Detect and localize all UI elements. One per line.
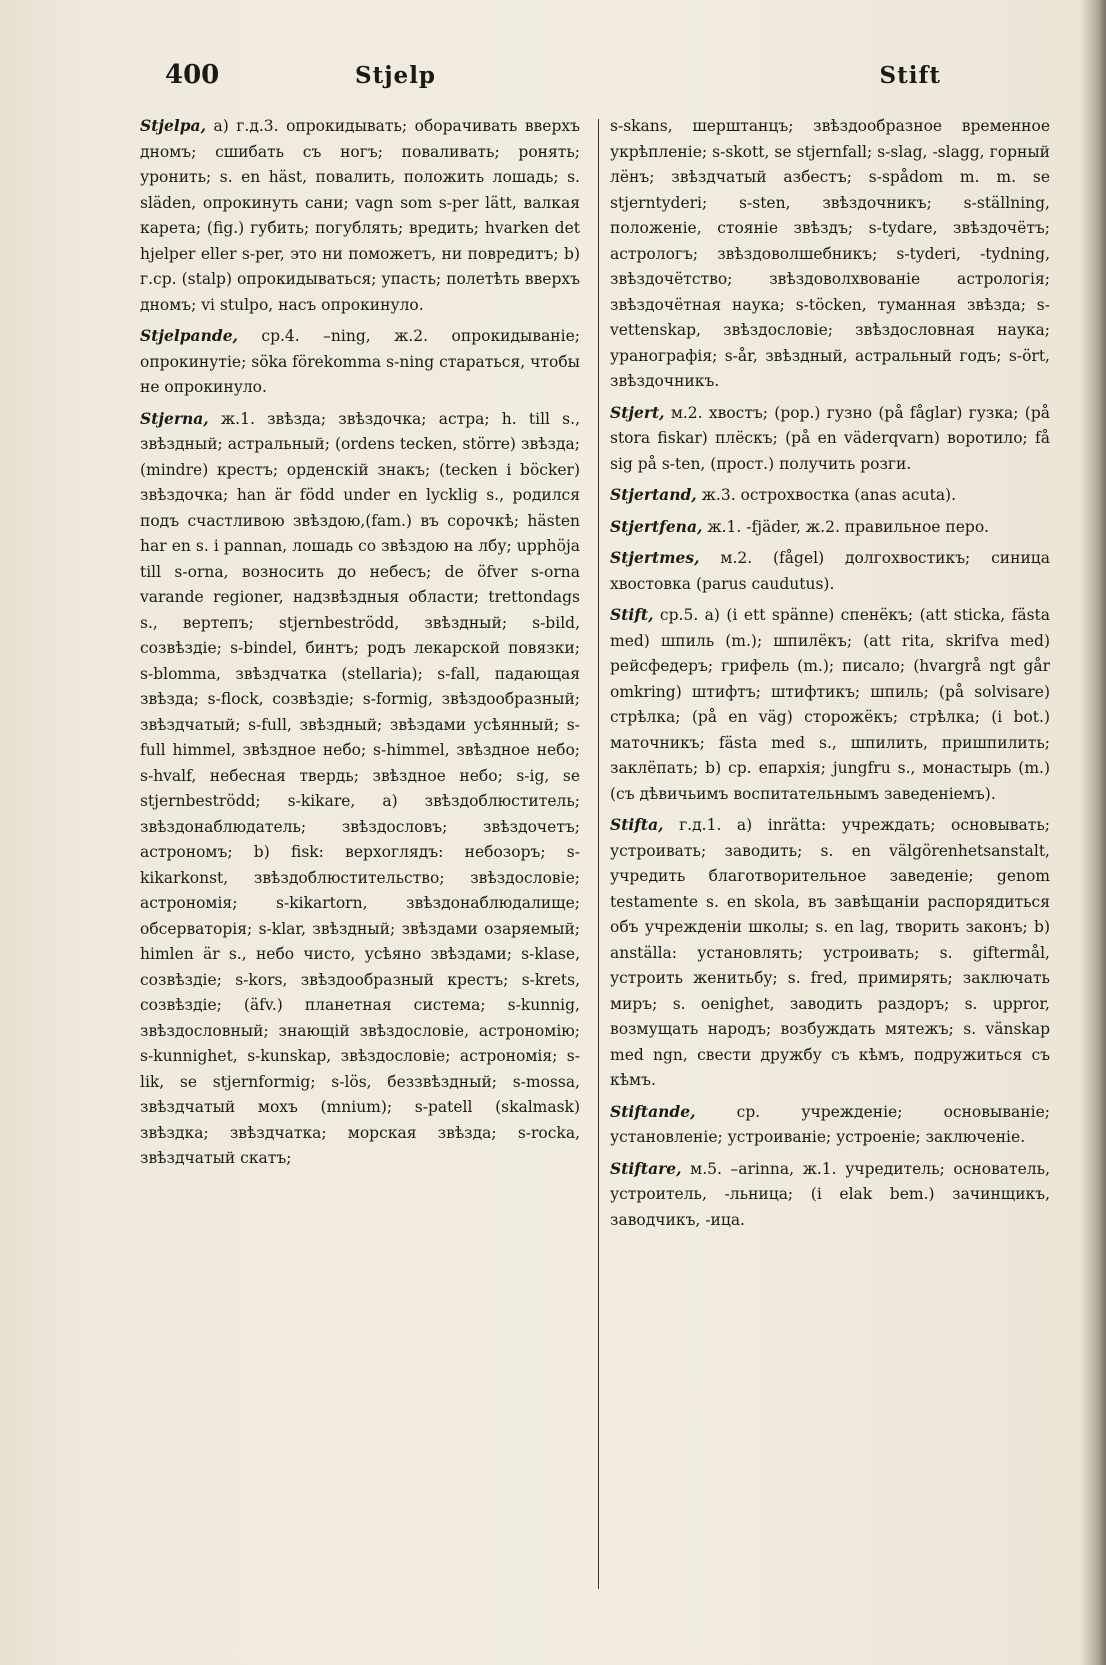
entry-headword: Stjertand, (610, 485, 697, 504)
dictionary-entry (610, 514, 1050, 541)
dictionary-entry (610, 812, 1050, 1094)
entry-definition: ср.5. a) (i ett spänne) спенёкъ; (att sticka, fästa med) шпиль (m.); шпилёкъ; (att rita, skrifva med) рейсфедеръ; грифель (m.); писало; (hvargrå ngt går omkring) штифтъ; штифтикъ; шпиль; (på solvisare) стрѣлка; (på en väg) сторожёкъ; стрѣлка; (i bot.) маточникъ; fästa med s., шпилить, пришпилить; заклёпать; b) ср. епархія; jungfru s., монастырь (m.) (съ дѣвичьимъ воспитательнымъ заведеніемъ). (610, 606, 1050, 803)
entry-headword: Stjertmes, (610, 548, 700, 567)
entry-definition: ср. учрежденіе; основываніе; установленіе; устроиваніе; устроеніе; заключеніе. (610, 1102, 1050, 1146)
entry-headword: Stjertfena, (610, 516, 703, 536)
entry-definition: м.5. –arinna, ж.1. учредитель; основатель, устроитель, -льница; (i elak bem.) зачинщикъ, заводчикъ, -ица. (610, 1159, 1050, 1229)
entry-headword: Stjelpande, (140, 326, 238, 345)
dictionary-entry (140, 406, 580, 1172)
entry-definition: ж.1. звѣзда; звѣздочка; астра; h. till s., звѣздный; астральный; (ordens tecken, större) звѣзда; (mindre) крестъ; орденскій знакъ; (tecken i böcker) звѣздочка; han är född under en lycklig s., родился подъ счастливою звѣздою,(fam.) въ сорочкѣ; hästen har en s. i pannan, лошадь со звѣздою на лбу; upphöja till s-orna, возносить до небесъ; de öfver s-orna varande regioner, надзвѣздныя области; trettondags s., вертепъ; stjernbeströdd, звѣздный; s-bild, созвѣздіе; s-bindel, бинтъ; родъ лекарской повязки; s-blomma, звѣздчатка (stellaria); s-fall, падающая звѣзда; s-flock, созвѣздіе; s-formig, звѣздообразный; звѣздчатый; s-full, звѣздный; звѣздами усѣянный; s-full himmel, звѣздное небо; s-himmel, звѣздное небо; s-hvalf, небесная твердь; звѣздное небо; s-ig, se stjernbeströdd; s-kikare, a) звѣздоблюститель; звѣздонаблюдатель; звѣздословъ; звѣздочетъ; астрономъ; b) fisk: верхоглядъ: небозоръ; s-kikarkonst, звѣздоблюстительство; звѣздословіе; астрономія; s-kikartorn, звѣздонаблюдалище; обсерваторія; s-klar, звѣздный; звѣздами озаряемый; himlen är s., небо чисто, усѣяно звѣздами; s-klase, созвѣздіе; s-kors, звѣздообразный крестъ; s-krets, созвѣздіе; (äfv.) планетная система; s-kunnig, звѣздословный; знающій звѣздословіе, астрономію; s-kunnighet, s-kunskap, звѣздословіе; астрономія; s-lik, se stjernformig; s-lös, беззвѣздный; s-mossa, звѣздчатый мохъ (mnium); s-patell (skalmask) звѣздка; звѣздчатка; морская звѣзда; s-rocka, звѣздчатый скатъ; (140, 409, 580, 1167)
entry-definition: s-skans, шерштанцъ; звѣздообразное временное укрѣпленіе; s-skott, se stjernfall; s-slag, -slagg, горный лёнъ; звѣздчатый азбестъ; s-spådom m. m. se stjerntyderi; s-sten, звѣздочникъ; s-ställning, положеніе, стояніе звѣздъ; s-tydare, звѣздочётъ; астрологъ; звѣздоволшебникъ; s-tyderi, -tydning, звѣздочётство; звѣздоволхвованіе астрологія; звѣздочётная наука; s-töcken, туманная звѣзда; s-vettenskap, звѣздословіе; звѣздословная наука; уранографія; s-år, звѣздный, астральный годъ; s-ört, звѣздочникъ. (610, 117, 1050, 390)
entry-definition: ж.3. острохвостка (anas acuta). (701, 486, 957, 504)
entry-definition: м.2. (fågel) долгохвостикъ; синица хвостовка (parus caudutus). (610, 549, 1050, 593)
entry-headword: Stjert, (610, 402, 665, 422)
dictionary-entry (610, 1156, 1050, 1234)
header-right-guideword: Stift (879, 62, 941, 89)
dictionary-entry (610, 602, 1050, 807)
dictionary-entry-continued (610, 113, 1050, 395)
column-divider (598, 119, 599, 1589)
text-columns (140, 113, 1060, 1613)
entry-headword: Stift, (610, 605, 654, 624)
dictionary-entry (610, 1099, 1050, 1151)
entry-headword: Stifta, (610, 815, 664, 834)
dictionary-entry (610, 400, 1050, 478)
header-left-guideword: Stjelp (355, 62, 437, 89)
entry-headword: Stiftande, (610, 1101, 696, 1121)
left-column (140, 113, 580, 1613)
entry-definition: г.д.1. a) inrätta: учреждать; основывать; устроивать; заводить; s. en välgörenhetsanstalt, учредить благотворительное заведеніе; genom testamente s. en skola, въ завѣщаніи распорядиться объ учрежденіи школы; s. en lag, творить законъ; b) anställa: установлять; устроивать; s. giftermål, устроить женитьбу; s. fred, примирять; заключать миръ; s. oenighet, заводить раздоръ; s. uppror, возмущать народъ; возбуждать мятежъ; s. vänskap med ngn, свести дружбу съ кѣмъ, подружиться съ кѣмъ. (610, 816, 1050, 1089)
dictionary-entry (610, 545, 1050, 597)
right-column (610, 113, 1050, 1613)
dictionary-entry (610, 482, 1050, 509)
entry-definition: ср.4. –ning, ж.2. опрокидываніе; опрокинутіе; söka förekomma s-ning стараться, чтобы не опрокинуло. (140, 327, 580, 396)
dictionary-entry (140, 113, 580, 318)
entry-definition: м.2. хвостъ; (pop.) гузно (på fåglar) гузка; (på stora fiskar) плёскъ; (på en väderqvarn) воротило; få sig på s-ten, (прост.) получить розги. (610, 403, 1050, 473)
running-header (165, 60, 941, 100)
dictionary-entry (140, 323, 580, 401)
page-edge-shadow (1080, 0, 1106, 1665)
entry-headword: Stjerna, (140, 408, 209, 428)
entry-definition: ж.1. -fjäder, ж.2. правильное перо. (707, 517, 990, 536)
entry-headword: Stiftare, (610, 1158, 682, 1178)
entry-definition: a) г.д.3. опрокидывать; оборачивать вверхъ дномъ; сшибать съ ногъ; поваливать; ронять; уронить; s. en häst, повалить, положить лошадь; s. släden, опрокинуть сани; vagn som s-per lätt, валкая карета; (fig.) губить; погублять; вредить; hvarken det hjelper eller s-per, это ни поможетъ, ни повредитъ; b) г.ср. (stalp) опрокидываться; упасть; полетѣть вверхъ дномъ; vi stulpo, насъ опрокинуло. (140, 117, 580, 314)
entry-headword: Stjelpa, (140, 116, 206, 135)
page-number: 400 (165, 60, 220, 90)
